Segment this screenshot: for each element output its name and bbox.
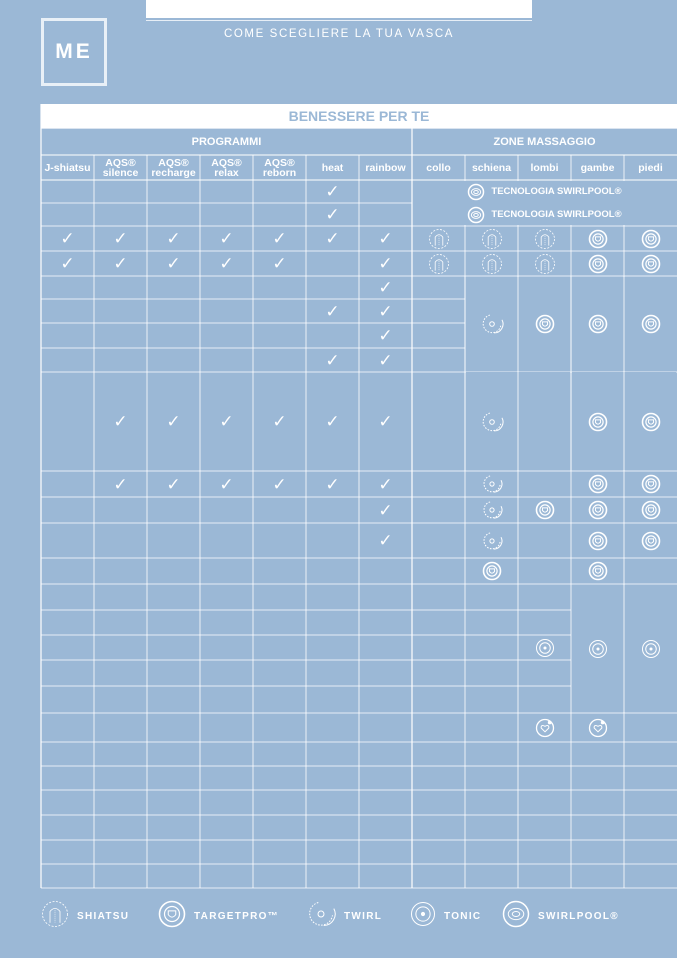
logo: ME (41, 18, 107, 86)
targetpro-icon (624, 276, 677, 372)
tecnologia-swirlpool-cell (412, 203, 677, 226)
legend-targetpro-label: TARGETPRO™ (194, 910, 280, 922)
column-header-10 (571, 155, 624, 180)
heart-icon (571, 713, 624, 742)
swirlpool-icon (502, 900, 530, 933)
targetpro-icon (571, 558, 624, 584)
check-mark: ✓ (113, 254, 128, 273)
legend-twirl (306, 901, 382, 931)
twirl-icon (465, 471, 518, 497)
check-mark: ✓ (219, 254, 234, 273)
check-mark: ✓ (113, 474, 128, 494)
check-mark: ✓ (378, 254, 393, 273)
check-mark: ✓ (272, 229, 287, 248)
check-mark: ✓ (378, 326, 393, 345)
column-header-line2: reborn (262, 166, 297, 179)
check-mark: ✓ (325, 350, 340, 370)
check-mark: ✓ (378, 301, 393, 321)
targetpro-icon (518, 497, 571, 523)
targetpro-icon (624, 226, 677, 251)
column-header-line1: gambe (580, 161, 615, 174)
column-header-line2: recharge (151, 166, 196, 179)
check-mark: ✓ (219, 412, 234, 431)
targetpro-icon (518, 276, 571, 372)
column-header-4 (253, 155, 306, 180)
targetpro-icon (624, 497, 677, 523)
group-zone-massaggio: ZONE MASSAGGIO (493, 135, 596, 148)
check-mark: ✓ (166, 412, 181, 431)
shiatsu-icon (412, 251, 465, 276)
column-header-line1: rainbow (365, 161, 406, 174)
heart-icon (518, 713, 571, 742)
legend-swirlpool-label: SWIRLPOOL® (538, 910, 619, 922)
check-mark: ✓ (325, 301, 340, 321)
column-header-0 (41, 155, 94, 180)
column-header-7 (412, 155, 465, 180)
targetpro-icon (571, 276, 624, 372)
check-mark: ✓ (219, 229, 234, 248)
column-header-8 (465, 155, 518, 180)
check-mark: ✓ (272, 474, 287, 494)
targetpro-icon (571, 523, 624, 558)
check-mark: ✓ (325, 182, 340, 201)
check-mark: ✓ (272, 412, 287, 431)
check-mark: ✓ (325, 229, 340, 248)
page-title: COME SCEGLIERE LA TUA VASCA (223, 28, 455, 40)
column-header-2 (147, 155, 200, 180)
column-header-line1: piedi (638, 161, 663, 174)
check-mark: ✓ (378, 229, 393, 248)
shiatsu-icon (41, 900, 69, 933)
tecnologia-swirlpool-cell (412, 180, 677, 203)
column-header-11 (624, 155, 677, 180)
column-header-line1: AQS® (158, 156, 189, 169)
legend-shiatsu-label: SHIATSU (77, 910, 130, 922)
legend-tonic (410, 901, 481, 931)
twirl-icon (306, 899, 336, 934)
check-mark: ✓ (113, 229, 128, 248)
column-header-line1: schiena (471, 161, 512, 174)
twirl-icon (465, 497, 518, 523)
targetpro-icon (158, 900, 186, 933)
tonic-icon (410, 901, 436, 932)
column-header-line1: AQS® (264, 156, 295, 169)
tonic-icon (624, 584, 677, 713)
check-mark: ✓ (60, 254, 75, 273)
check-mark: ✓ (325, 412, 340, 431)
check-mark: ✓ (378, 412, 393, 431)
targetpro-icon (624, 471, 677, 497)
shiatsu-icon (518, 226, 571, 251)
targetpro-icon (624, 372, 677, 471)
column-header-line1: heat (321, 161, 344, 174)
legend-twirl-label: TWIRL (344, 910, 383, 922)
legend-swirlpool (502, 901, 619, 931)
check-mark: ✓ (378, 531, 393, 550)
tecnologia-swirlpool-label: TECNOLOGIA SWIRLPOOL® (491, 186, 622, 197)
tonic-icon (518, 635, 571, 660)
tecnologia-swirlpool-label: TECNOLOGIA SWIRLPOOL® (491, 209, 622, 220)
check-mark: ✓ (378, 278, 393, 297)
group-programmi: PROGRAMMI (191, 135, 262, 148)
targetpro-icon (571, 497, 624, 523)
targetpro-icon (465, 558, 518, 584)
column-header-line1: AQS® (105, 156, 136, 169)
column-header-9 (518, 155, 571, 180)
table-title: BENESSERE PER TE (41, 104, 677, 128)
check-mark: ✓ (272, 254, 287, 273)
twirl-icon (465, 523, 518, 558)
check-mark: ✓ (325, 205, 340, 224)
targetpro-icon (571, 471, 624, 497)
column-header-line1: collo (426, 161, 451, 174)
check-mark: ✓ (378, 350, 393, 370)
column-header-line1: AQS® (211, 156, 242, 169)
column-header-line1: lombi (530, 161, 559, 174)
legend-shiatsu (41, 901, 129, 931)
shiatsu-icon (465, 251, 518, 276)
check-mark: ✓ (166, 229, 181, 248)
column-header-line2: relax (214, 166, 239, 179)
targetpro-icon (571, 372, 624, 471)
twirl-icon (465, 276, 518, 372)
legend-targetpro (158, 901, 279, 931)
check-mark: ✓ (325, 474, 340, 494)
column-header-line2: silence (102, 166, 139, 179)
twirl-icon (465, 372, 518, 471)
targetpro-icon (571, 251, 624, 276)
targetpro-icon (624, 523, 677, 558)
shiatsu-icon (412, 226, 465, 251)
tonic-icon (571, 584, 624, 713)
shiatsu-icon (518, 251, 571, 276)
check-mark: ✓ (219, 474, 234, 494)
column-header-3 (200, 155, 253, 180)
targetpro-icon (624, 251, 677, 276)
column-header-1 (94, 155, 147, 180)
targetpro-icon (571, 226, 624, 251)
check-mark: ✓ (166, 474, 181, 494)
check-mark: ✓ (113, 412, 128, 431)
check-mark: ✓ (166, 254, 181, 273)
column-header-line1: J-shiatsu (44, 161, 91, 174)
shiatsu-icon (465, 226, 518, 251)
column-header-6 (359, 155, 412, 180)
check-mark: ✓ (60, 229, 75, 248)
legend-tonic-label: TONIC (444, 910, 482, 922)
check-mark: ✓ (378, 474, 393, 494)
column-header-5 (306, 155, 359, 180)
check-mark: ✓ (378, 500, 393, 520)
